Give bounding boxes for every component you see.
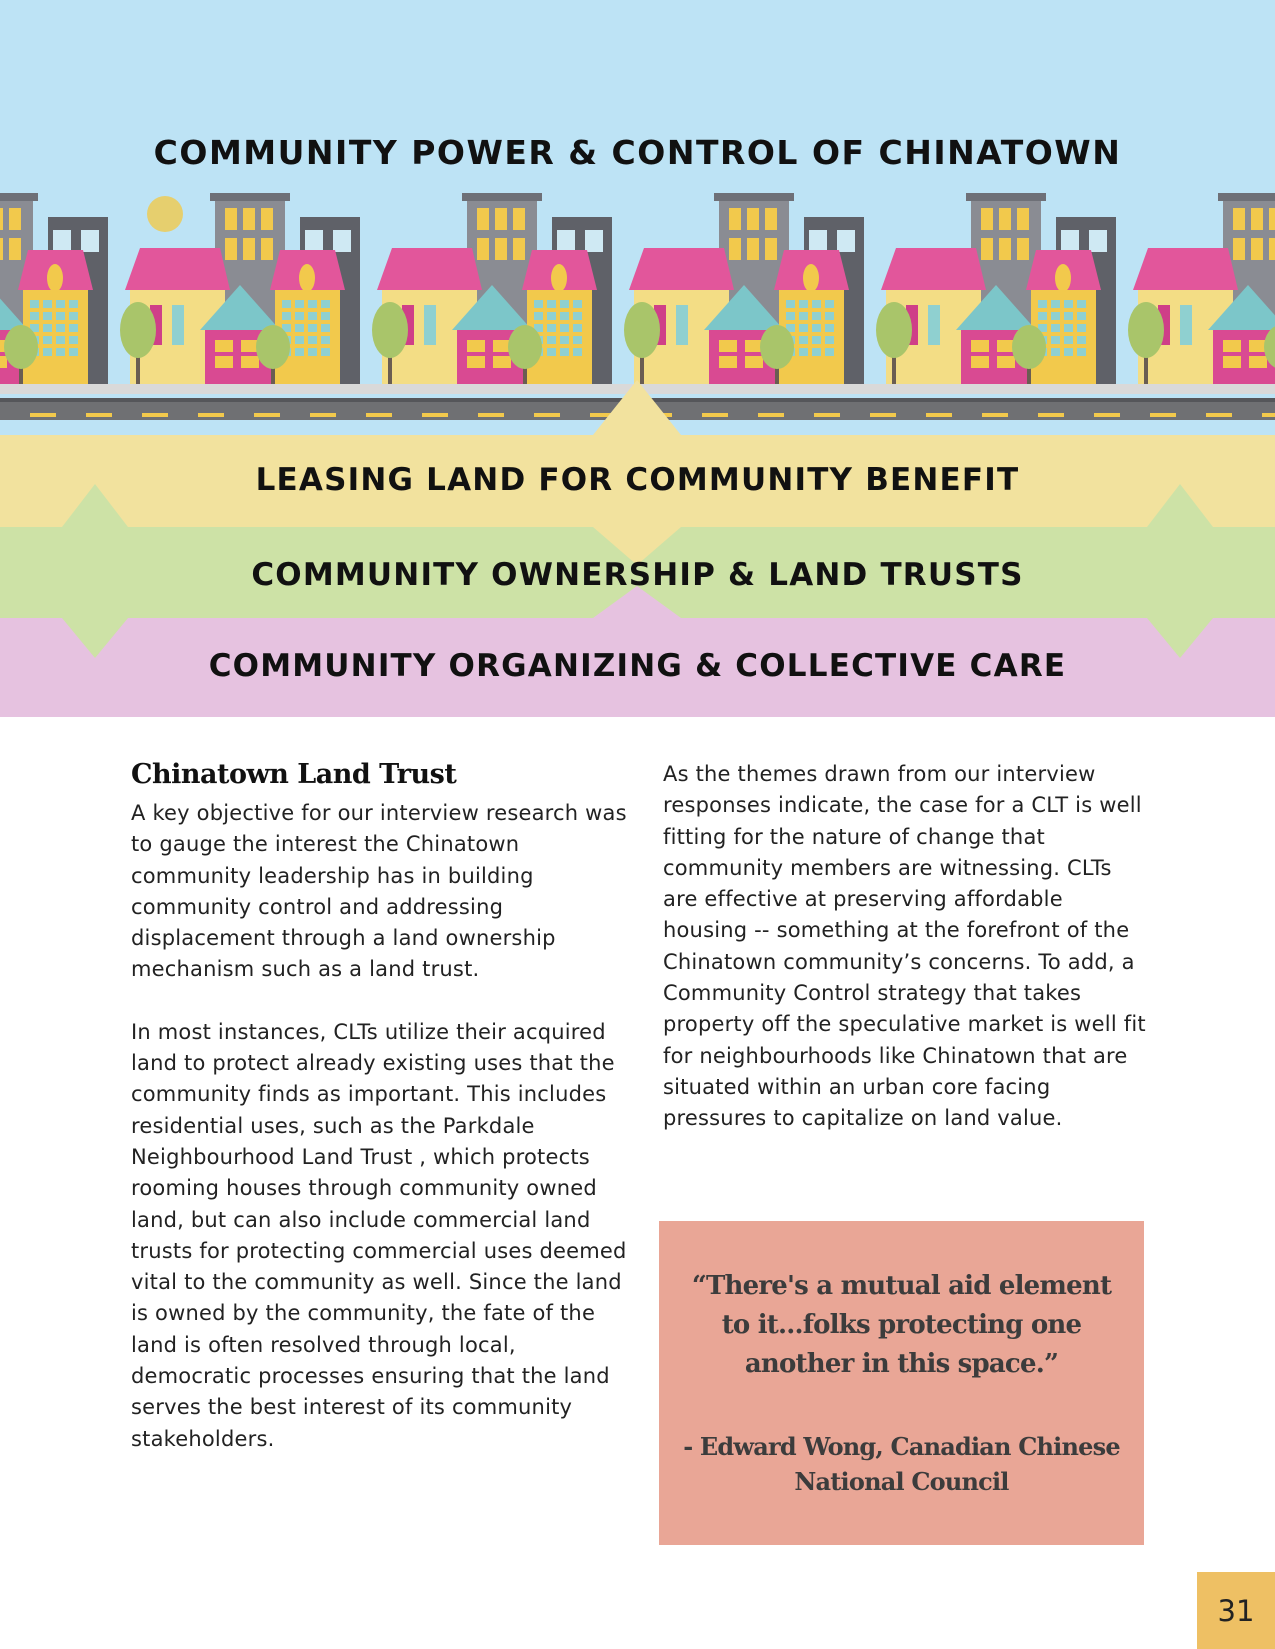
- building-window: [547, 348, 556, 356]
- building-window: [573, 324, 582, 332]
- building-window: [43, 348, 52, 356]
- building-window: [0, 208, 3, 230]
- house-window: [971, 356, 989, 368]
- building-window: [308, 336, 317, 344]
- building-window: [321, 324, 330, 332]
- building-window: [1077, 300, 1086, 308]
- house-window: [1223, 356, 1241, 368]
- page-title: COMMUNITY POWER & CONTROL OF CHINATOWN: [153, 133, 1122, 172]
- building-window: [225, 208, 237, 230]
- building-window: [1051, 300, 1060, 308]
- strategy-layers: [0, 380, 1275, 717]
- building-roof: [714, 193, 794, 201]
- building-window: [1038, 300, 1047, 308]
- building-window: [513, 208, 525, 230]
- house-window: [467, 340, 485, 352]
- building-window: [1089, 230, 1107, 252]
- house-window: [997, 356, 1015, 368]
- house-window: [971, 340, 989, 352]
- building-window: [812, 336, 821, 344]
- building-window: [1051, 324, 1060, 332]
- building-window: [809, 230, 827, 252]
- section-heading: Chinatown Land Trust: [131, 759, 457, 790]
- city-skyline: [0, 193, 1275, 394]
- building-window: [9, 208, 21, 230]
- house-roof: [377, 248, 482, 290]
- building-window: [812, 348, 821, 356]
- house-window: [745, 356, 763, 368]
- building-window: [225, 238, 237, 260]
- building-window: [1051, 312, 1060, 320]
- building-window: [261, 208, 273, 230]
- building-window: [812, 300, 821, 308]
- right-column: [663, 759, 1153, 1135]
- building-window: [560, 300, 569, 308]
- building-window: [534, 312, 543, 320]
- paragraph-objective: A key objective for our interview research was to gauge the interest the Chinatown community leadership has in building community control and addressing displacement through a land ownership mechanism such as a land trust.: [131, 801, 627, 982]
- building-window: [825, 300, 834, 308]
- building-window: [1064, 300, 1073, 308]
- building-window: [69, 348, 78, 356]
- building-window: [69, 300, 78, 308]
- tree-icon: [624, 302, 660, 358]
- attic-window: [551, 264, 567, 292]
- tree-icon: [760, 325, 794, 369]
- building-window: [56, 312, 65, 320]
- quote-attribution: - Edward Wong, Canadian Chinese National Council: [683, 1432, 1120, 1496]
- house-roof: [629, 248, 734, 290]
- tree-icon: [372, 302, 408, 358]
- building-window: [799, 336, 808, 344]
- building-window: [243, 208, 255, 230]
- house-window: [1223, 340, 1241, 352]
- building-window: [999, 208, 1011, 230]
- building-window: [333, 230, 351, 252]
- house-window: [1180, 305, 1192, 345]
- building-window: [837, 230, 855, 252]
- house-window: [1249, 356, 1267, 368]
- building-window: [573, 336, 582, 344]
- building-window: [799, 324, 808, 332]
- building-window: [547, 312, 556, 320]
- building-window: [1251, 208, 1263, 230]
- building-window: [547, 300, 556, 308]
- building-window: [747, 238, 759, 260]
- building-window: [308, 348, 317, 356]
- house-window: [215, 356, 233, 368]
- building-window: [534, 300, 543, 308]
- building-window: [560, 348, 569, 356]
- layer-title-ownership: COMMUNITY OWNERSHIP & LAND TRUSTS: [251, 557, 1024, 593]
- house-roof: [881, 248, 986, 290]
- quote-box: [659, 1221, 1144, 1545]
- building-window: [495, 238, 507, 260]
- building-window: [1051, 336, 1060, 344]
- building-window: [43, 300, 52, 308]
- building-window: [0, 238, 3, 260]
- arrow-up-center: [593, 380, 681, 435]
- layer-title-organizing: COMMUNITY ORGANIZING & COLLECTIVE CARE: [208, 648, 1067, 684]
- building-window: [30, 312, 39, 320]
- header-banner: [0, 0, 1275, 717]
- building-window: [69, 312, 78, 320]
- building-window: [261, 238, 273, 260]
- building-window: [282, 300, 291, 308]
- building-window: [282, 312, 291, 320]
- building-window: [1233, 238, 1245, 260]
- quote-text: “There's a mutual aid element to it...folks protecting one another in this space.”: [691, 1271, 1112, 1379]
- building-window: [560, 312, 569, 320]
- building-window: [308, 300, 317, 308]
- building-window: [321, 348, 330, 356]
- building-window: [1269, 208, 1275, 230]
- building-roof: [0, 193, 38, 201]
- building-window: [825, 312, 834, 320]
- building-window: [295, 300, 304, 308]
- building-window: [747, 208, 759, 230]
- building-window: [573, 348, 582, 356]
- building-window: [9, 238, 21, 260]
- building-window: [1064, 312, 1073, 320]
- attic-window: [1055, 264, 1071, 292]
- building-window: [825, 348, 834, 356]
- house-window: [424, 305, 436, 345]
- building-window: [321, 312, 330, 320]
- building-window: [308, 324, 317, 332]
- building-window: [799, 348, 808, 356]
- building-window: [56, 324, 65, 332]
- building-window: [30, 300, 39, 308]
- building-window: [69, 324, 78, 332]
- house-window: [928, 305, 940, 345]
- building-window: [547, 324, 556, 332]
- building-window: [1038, 312, 1047, 320]
- building-window: [812, 312, 821, 320]
- building-window: [585, 230, 603, 252]
- house-window: [676, 305, 688, 345]
- building-window: [729, 238, 741, 260]
- building-window: [43, 336, 52, 344]
- building-roof: [462, 193, 542, 201]
- building-window: [1077, 324, 1086, 332]
- page-number: 31: [1197, 1572, 1275, 1649]
- building-window: [1269, 238, 1275, 260]
- tree-icon: [876, 302, 912, 358]
- building-window: [321, 336, 330, 344]
- building-window: [43, 324, 52, 332]
- building-roof: [1218, 193, 1275, 201]
- house-window: [172, 305, 184, 345]
- building-window: [1051, 348, 1060, 356]
- tree-icon: [4, 325, 38, 369]
- house-window: [493, 356, 511, 368]
- building-window: [825, 324, 834, 332]
- tree-icon: [120, 302, 156, 358]
- building-window: [43, 312, 52, 320]
- building-window: [69, 336, 78, 344]
- building-window: [799, 312, 808, 320]
- house-roof: [125, 248, 230, 290]
- building-window: [1077, 348, 1086, 356]
- building-window: [243, 238, 255, 260]
- building-window: [477, 208, 489, 230]
- building-roof: [966, 193, 1046, 201]
- building-window: [799, 300, 808, 308]
- building-window: [1061, 230, 1079, 252]
- building-window: [729, 208, 741, 230]
- building-window: [305, 230, 323, 252]
- building-window: [295, 312, 304, 320]
- building-window: [513, 238, 525, 260]
- building-window: [321, 300, 330, 308]
- building-window: [981, 208, 993, 230]
- attic-window: [803, 264, 819, 292]
- house-window: [467, 356, 485, 368]
- building-window: [573, 312, 582, 320]
- building-window: [765, 208, 777, 230]
- building-window: [825, 336, 834, 344]
- left-column: [131, 758, 631, 1455]
- tree-icon: [1012, 325, 1046, 369]
- building-window: [1064, 336, 1073, 344]
- building-window: [557, 230, 575, 252]
- building-window: [786, 312, 795, 320]
- house-window: [241, 356, 259, 368]
- building-window: [812, 324, 821, 332]
- building-window: [1251, 238, 1263, 260]
- house-window: [215, 340, 233, 352]
- paragraph-clt-case: As the themes drawn from our interview responses indicate, the case for a CLT is well fitting for the nature of change that community members are witnessing. CLTs are effective at preserving affordable housing -- something at the forefront of the Chinatown community’s concerns. To add, a Community Control strategy that takes property off the speculative market is well fit for neighbourhoods like Chinatown that are situated within an urban core facing pressures to capitalize on land value.: [663, 762, 1146, 1131]
- building-window: [477, 238, 489, 260]
- tree-icon: [508, 325, 542, 369]
- building-window: [1077, 336, 1086, 344]
- building-window: [56, 300, 65, 308]
- sun-icon: [147, 196, 183, 232]
- city-illustration: [0, 0, 1275, 420]
- building-window: [1064, 348, 1073, 356]
- building-window: [765, 238, 777, 260]
- building-window: [981, 238, 993, 260]
- building-window: [999, 238, 1011, 260]
- building-window: [81, 230, 99, 252]
- building-window: [295, 336, 304, 344]
- building-window: [560, 324, 569, 332]
- tree-icon: [1128, 302, 1164, 358]
- house-roof: [1133, 248, 1238, 290]
- building-window: [547, 336, 556, 344]
- tree-icon: [256, 325, 290, 369]
- paragraph-clt-uses: In most instances, CLTs utilize their acquired land to protect already existing uses that the community finds as important. This includes residential uses, such as the Parkdale Neighbourhood Land Trust , which protects rooming houses through community owned land, but can also include commercial land trusts for protecting commercial uses deemed vital to the community as well. Since the land is owned by the community, the fate of the land is often resolved through local, democratic processes ensuring that the land serves the best interest of its community stakeholders.: [131, 1019, 627, 1451]
- building-window: [308, 312, 317, 320]
- building-window: [53, 230, 71, 252]
- building-window: [1017, 238, 1029, 260]
- building-window: [295, 348, 304, 356]
- building-window: [1064, 324, 1073, 332]
- attic-window: [299, 264, 315, 292]
- building-window: [560, 336, 569, 344]
- building-window: [573, 300, 582, 308]
- house-window: [0, 356, 7, 368]
- building-window: [1017, 208, 1029, 230]
- layer-title-leasing: LEASING LAND FOR COMMUNITY BENEFIT: [255, 462, 1020, 498]
- building-window: [56, 348, 65, 356]
- building-window: [295, 324, 304, 332]
- building-window: [56, 336, 65, 344]
- attic-window: [47, 264, 63, 292]
- building-window: [1233, 208, 1245, 230]
- building-window: [786, 300, 795, 308]
- building-roof: [210, 193, 290, 201]
- building-window: [1077, 312, 1086, 320]
- house-window: [719, 340, 737, 352]
- building-window: [495, 208, 507, 230]
- house-window: [719, 356, 737, 368]
